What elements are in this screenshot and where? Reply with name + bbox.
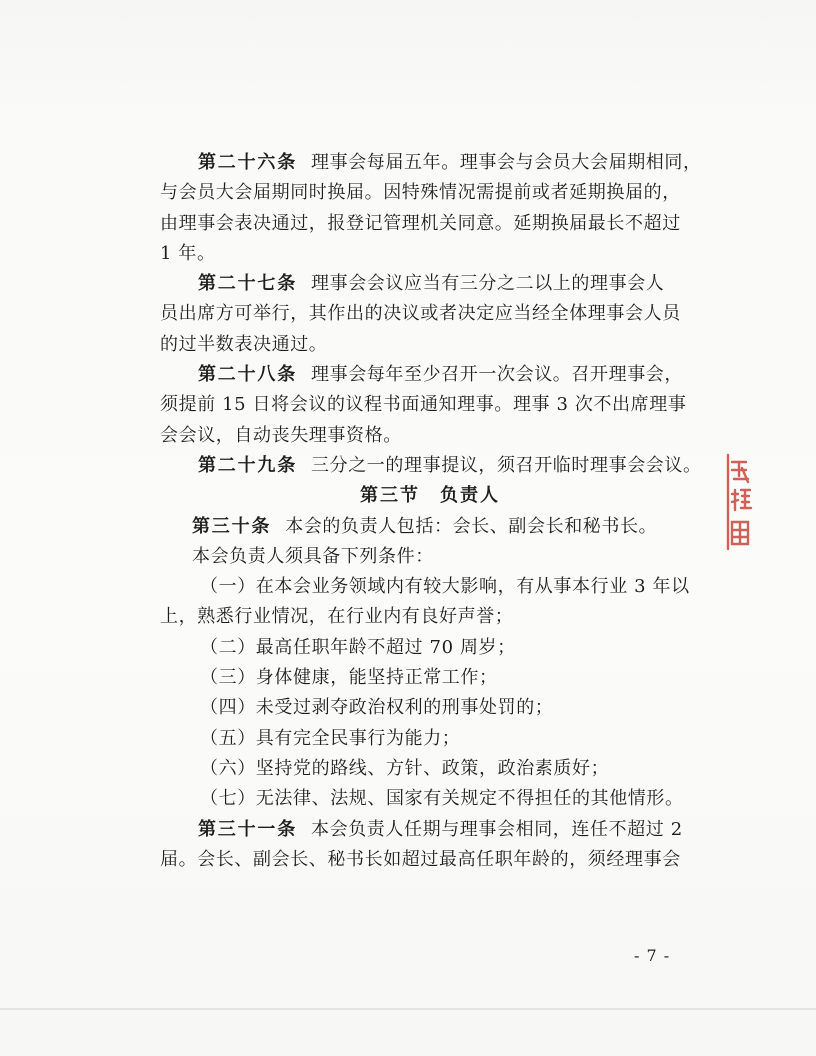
article-26-line-1: 第二十六条 理事会每届五年。理事会与会员大会届期相同， <box>198 152 702 173</box>
article-27-line-3: 的过半数表决通过。 <box>160 333 328 355</box>
article-29-line-1: 第二十九条 三分之一的理事提议，须召开临时理事会会议。 <box>198 454 702 476</box>
condition-4: （四）未受过剥夺政治权利的刑事处罚的； <box>200 697 554 719</box>
document-body <box>160 148 700 875</box>
article-31-line-2: 届。会长、副会长、秘书长如超过最高任职年龄的，须经理事会 <box>160 848 681 870</box>
page-number: - 7 - <box>634 946 671 965</box>
condition-7: （七）无法律、法规、国家有关规定不得担任的其他情形。 <box>200 788 684 810</box>
condition-1-line-1: （一）在本会业务领域内有较大影响，有从事本行业 3 年以 <box>200 576 690 598</box>
condition-6: （六）坚持党的路线、方针、政策，政治素质好； <box>200 757 610 779</box>
condition-1-line-2: 上，熟悉行业情况，在行业内有良好声誉； <box>160 606 514 628</box>
article-28-line-1: 第二十八条 理事会每年至少召开一次会议。召开理事会， <box>198 364 683 386</box>
article-28-line-2: 须提前 15 日将会议的议程书面通知理事。理事 3 次不出席理事 <box>160 394 687 416</box>
article-28-line-3: 会会议，自动丧失理事资格。 <box>160 424 402 446</box>
condition-2: （二）最高任职年龄不超过 70 周岁； <box>200 636 516 658</box>
article-30-line-1: 第三十条 本会的负责人包括：会长、副会长和秘书长。 <box>192 515 658 537</box>
article-31-line-1: 第三十一条 本会负责人任期与理事会相同，连任不超过 2 <box>198 818 683 840</box>
conditions-intro: 本会负责人须具备下列条件： <box>192 545 434 567</box>
article-27-line-2: 员出席方可举行，其作出的决议或者决定应当经全体理事会人员 <box>160 303 681 325</box>
seal-stamp-fragment <box>726 452 754 552</box>
article-26-line-4: 1 年。 <box>160 242 216 264</box>
article-26-line-2: 与会员大会届期同时换届。因特殊情况需提前或者延期换届的， <box>160 182 681 204</box>
condition-5: （五）具有完全民事行为能力； <box>200 727 461 749</box>
condition-3: （三）身体健康，能坚持正常工作； <box>200 667 498 689</box>
article-27-line-1: 第二十七条 理事会会议应当有三分之二以上的理事会人 <box>198 273 665 295</box>
page-edge-shadow <box>0 1008 816 1010</box>
section-heading: 第三节 负责人 <box>360 485 500 507</box>
article-26-line-3: 由理事会表决通过，报登记管理机关同意。延期换届最长不超过 <box>160 212 681 234</box>
